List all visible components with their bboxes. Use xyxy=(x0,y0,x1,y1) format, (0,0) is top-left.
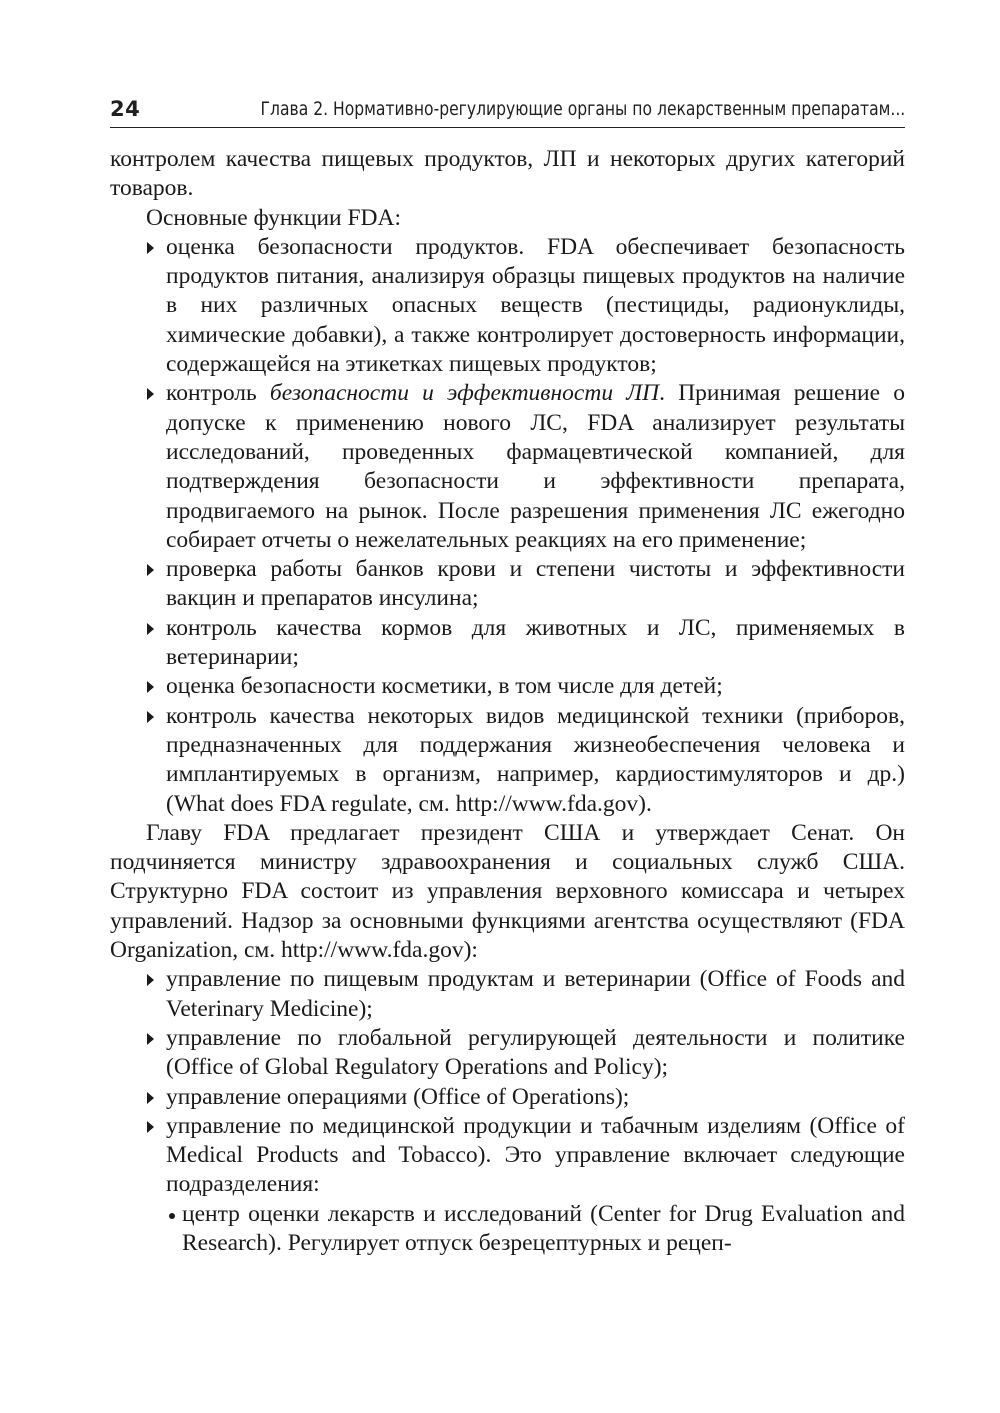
subdivisions-list xyxy=(110,1200,905,1259)
page-number: 24 xyxy=(110,97,141,121)
list-item: центр оценки лекарств и исследований (Center for Drug Evaluation and Research). Регулирует отпуск безрецептурных и рецеп- xyxy=(110,1200,905,1259)
fda-functions-list xyxy=(110,233,905,819)
list-item: проверка работы банков крови и степени чистоты и эффективности вакцин и препаратов инсулина; xyxy=(110,555,905,614)
italic-term: безопасности и эффективности ЛП xyxy=(269,380,660,407)
list-item: управление операциями (Office of Operations); xyxy=(110,1083,905,1112)
list-item xyxy=(110,379,905,555)
fda-offices-list xyxy=(110,965,905,1199)
list-item: оценка безопасности косметики, в том числе для детей; xyxy=(110,672,905,701)
list-item: управление по пищевым продуктам и ветеринарии (Office of Foods and Veterinary Medicine); xyxy=(110,965,905,1024)
list-item-suffix: . Принимая решение о допуске к применению нового ЛС, FDA анализирует результаты исследований, проведенных фармацевтической компанией, для подтверждения безопасности и эффективности препарата, продвигаемого на рынок. После разрешения применения ЛС ежегодно собирает отчеты о нежелательных реакциях на его применение; xyxy=(166,380,905,553)
list-item: оценка безопасности продуктов. FDA обеспечивает безопасность продуктов питания, анализируя образцы пищевых продуктов на наличие в них различных опасных веществ (пестициды, радионуклиды, химические добавки), а также контролирует достоверность информации, содержащейся на этикетках пищевых продуктов; xyxy=(110,233,905,379)
page-body xyxy=(110,145,905,1258)
list-item: контроль качества некоторых видов медицинской техники (приборов, предназначенных для поддержания жизнеобеспечения человека и имплантируемых в организм, например, кардиостимуляторов и др.) (What does FDA regulate, см. http://www.fda.gov). xyxy=(110,702,905,819)
list-item-prefix: контроль xyxy=(166,380,270,407)
running-title: Глава 2. Нормативно-регулирующие органы по лекарственным препаратам... xyxy=(260,98,905,120)
paragraph-structure: Главу FDA предлагает президент США и утверждает Сенат. Он подчиняется министру здравоохранения и социальных служб США. Структурно FDA состоит из управления верховного комиссара и четырех управлений. Надзор за основными функциями агентства осуществляют (FDA Organization, см. http://www.fda.gov): xyxy=(110,819,905,964)
list-item: управление по медицинской продукции и табачным изделиям (Office of Medical Products and Tobacco). Это управление включает следующие подразделения: xyxy=(110,1112,905,1200)
paragraph-functions-intro: Основные функции FDA: xyxy=(146,204,402,231)
running-header xyxy=(110,97,905,128)
paragraph-continuation: контролем качества пищевых продуктов, ЛП и некоторых других категорий товаров. xyxy=(110,146,905,202)
list-item: контроль качества кормов для животных и ЛС, применяемых в ветеринарии; xyxy=(110,614,905,673)
list-item: управление по глобальной регулирующей деятельности и политике (Office of Global Regulatory Operations and Policy); xyxy=(110,1024,905,1083)
